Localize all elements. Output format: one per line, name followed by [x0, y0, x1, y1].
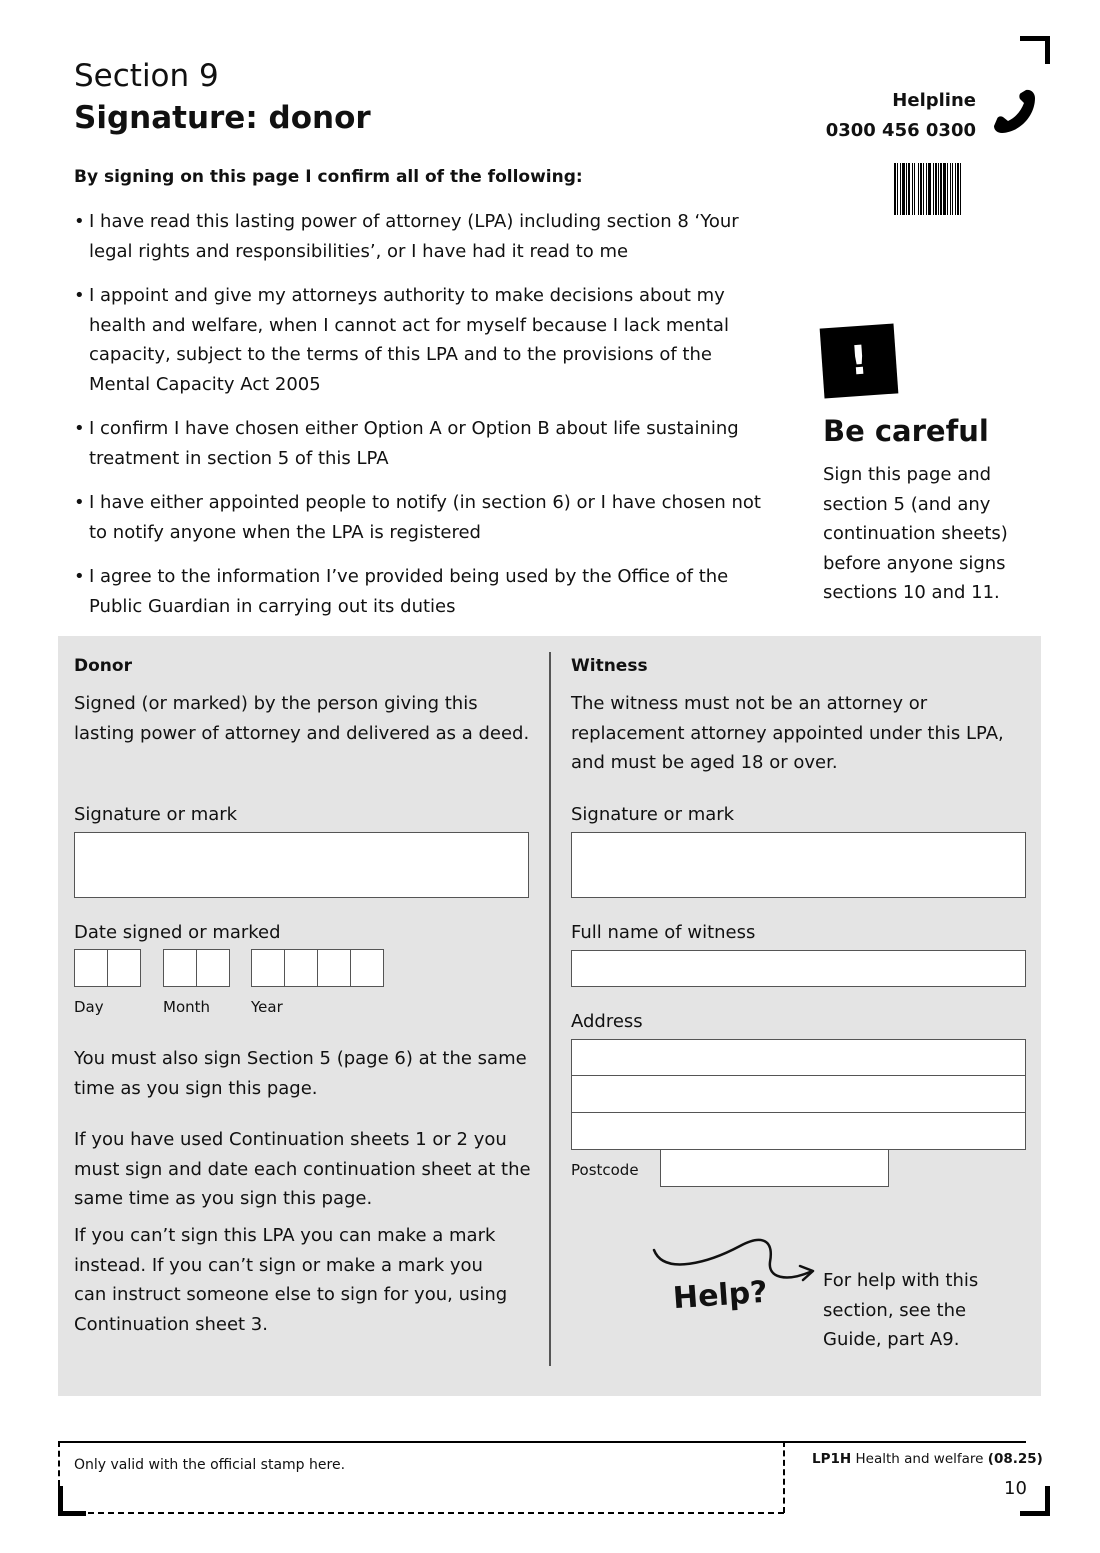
stamp-box-bottom-edge	[88, 1512, 784, 1514]
helpline-label: Helpline	[892, 90, 976, 111]
form-name: Health and welfare	[855, 1451, 984, 1467]
donor-signature-label: Signature or mark	[74, 804, 238, 825]
list-item: • I have either appointed people to notify (in section 6) or I have chosen not to notify anyone when the LPA is registered	[74, 488, 774, 547]
donor-note-mark: If you can’t sign this LPA you can make a mark instead. If you can’t sign or make a mark you can instruct someone else to sign for you, using Continuation sheet 3.	[74, 1225, 508, 1335]
year-input[interactable]	[251, 949, 383, 987]
witness-fullname-label: Full name of witness	[571, 922, 756, 943]
barcode-bar	[961, 163, 964, 215]
stamp-box-right-edge	[783, 1441, 785, 1513]
confirmation-intro: By signing on this page I confirm all of the following:	[74, 167, 583, 187]
address-line-2-field[interactable]	[571, 1075, 1026, 1113]
donor-signature-field[interactable]	[74, 832, 529, 898]
form-code: LP1H	[812, 1451, 852, 1467]
form-reference	[812, 1451, 1043, 1467]
corner-mark-bottom-left	[58, 1486, 86, 1516]
corner-mark-top-right	[1020, 36, 1050, 64]
section-title: Signature: donor	[74, 100, 371, 136]
list-item: • I appoint and give my attorneys authority to make decisions about my health and welfare, when I cannot act for myself because I lack mental capacity, subject to the terms of this LPA and to the provisions of the Mental Capacity Act 2005	[74, 281, 774, 399]
day-input[interactable]	[74, 949, 140, 987]
witness-signature-label: Signature or mark	[571, 804, 735, 825]
page-number: 10	[1004, 1478, 1027, 1499]
donor-date-label: Date signed or marked	[74, 922, 281, 943]
stamp-instruction: Only valid with the official stamp here.	[74, 1457, 346, 1473]
section-number: Section 9	[74, 58, 219, 94]
witness-description: The witness must not be an attorney or replacement attorney appointed under this LPA, and must be aged 18 or over.	[571, 693, 1004, 773]
list-item: • I confirm I have chosen either Option A or Option B about life sustaining treatment in section 5 of this LPA	[74, 414, 774, 473]
address-line-1-field[interactable]	[571, 1039, 1026, 1076]
donor-note-continuation: If you have used Continuation sheets 1 or 2 you must sign and date each continuation sheet at the same time as you sign this page.	[74, 1129, 531, 1209]
donor-note-section5: You must also sign Section 5 (page 6) at the same time as you sign this page.	[74, 1048, 527, 1099]
form-version: (08.25)	[987, 1451, 1043, 1467]
exclamation-icon: !	[820, 324, 899, 399]
month-input[interactable]	[163, 949, 229, 987]
day-label: Day	[74, 998, 104, 1016]
witness-address-label: Address	[571, 1011, 643, 1032]
witness-signature-field[interactable]	[571, 832, 1026, 898]
witness-heading: Witness	[571, 656, 648, 676]
phone-icon	[990, 86, 1038, 138]
helpline-number: 0300 456 0300	[825, 120, 976, 141]
helpline	[800, 86, 976, 146]
month-label: Month	[163, 998, 211, 1016]
witness-fullname-field[interactable]	[571, 950, 1026, 987]
warning-text: Sign this page and section 5 (and any continuation sheets) before anyone signs sections 10 and 11.	[823, 464, 1008, 603]
address-line-3-field[interactable]	[571, 1112, 1026, 1150]
help-text: For help with this section, see the Guide, part A9.	[823, 1270, 979, 1350]
list-item: • I have read this lasting power of attorney (LPA) including section 8 ‘Your legal rights and responsibilities’, or I have had it read to me	[74, 207, 774, 266]
year-label: Year	[251, 998, 283, 1016]
confirmation-list	[74, 207, 774, 636]
list-item: • I agree to the information I’ve provided being used by the Office of the Public Guardian in carrying out its duties	[74, 562, 774, 621]
donor-description: Signed (or marked) by the person giving this lasting power of attorney and delivered as a deed.	[74, 693, 530, 744]
postcode-field[interactable]	[660, 1149, 889, 1187]
postcode-label: Postcode	[571, 1161, 639, 1179]
stamp-box-left-edge	[58, 1441, 60, 1486]
barcode	[894, 163, 1026, 215]
column-divider	[549, 652, 551, 1366]
warning-title: Be careful	[823, 414, 989, 448]
help-label: Help?	[671, 1274, 769, 1317]
donor-heading: Donor	[74, 656, 132, 676]
footer-rule	[58, 1441, 1026, 1443]
